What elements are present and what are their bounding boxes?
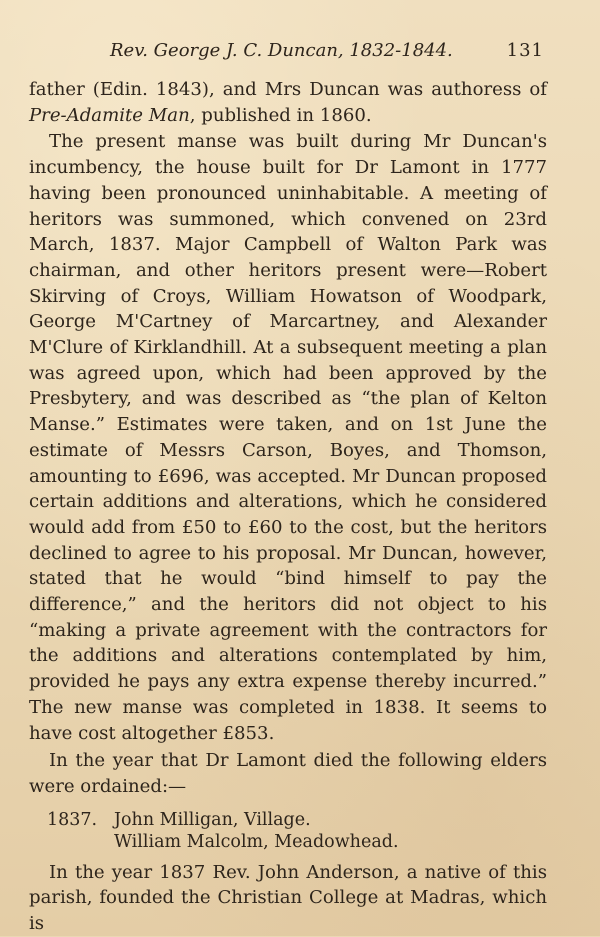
page-number: 131 [506, 40, 544, 61]
elder-name: John Milligan, Village. [114, 809, 311, 830]
elders-row [47, 809, 547, 853]
elders-list [47, 809, 547, 853]
paragraph-text: father (Edin. 1843), and Mrs Duncan was authoress of [29, 79, 547, 100]
paragraph-anderson: In the year 1837 Rev. John Anderson, a native of this parish, founded the Christian College at Madras, which is [29, 861, 547, 935]
paragraph-continuation [29, 77, 547, 128]
elder-name: William Malcolm, Meadowhead. [114, 831, 399, 852]
running-title: Rev. George J. C. Duncan, 1832-1844. [110, 40, 453, 61]
book-title: Pre-Adamite Man [29, 104, 190, 126]
paragraph-text: , published in 1860. [189, 104, 372, 126]
running-head [110, 39, 544, 63]
paragraph-elders-intro: In the year that Dr Lamont died the following elders were ordained:— [29, 750, 547, 797]
page-content [29, 77, 547, 937]
elder-year: 1837. [47, 809, 98, 830]
elder-names [114, 809, 399, 853]
paragraph-manse: The present manse was built during Mr Duncan's incumbency, the house built for Dr Lamont in 1777 having been pronounced uninhabitable. A meeting of heritors was summoned, which convened on 23rd March, 1837. Major Campbell of Walton Park was chairman, and other heritors present were—Robert Skirving of Croys, William Howatson of Woodpark, George M'Cartney of Marcartney, and Alexander M'Clure of Kirklandhill. At a subsequent meeting a plan was agreed upon, which had been approved by the Presbytery, and was described as “the plan of Kelton Manse.” Estimates were taken, and on 1st June the estimate of Messrs Carson, Boyes, and Thomson, amounting to £696, was accepted. Mr Duncan proposed certain additions and alterations, which he considered would add from £50 to £60 to the cost, but the heritors declined to agree to his proposal. Mr Duncan, however, stated that he would “bind himself to pay the difference,” and the heritors did not object to his “making a private agreement with the contractors for the additions and alterations contemplated by him, provided he pays any extra expense thereby incurred.” The new manse was completed in 1838. It seems to have cost altogether £853. [29, 131, 547, 744]
